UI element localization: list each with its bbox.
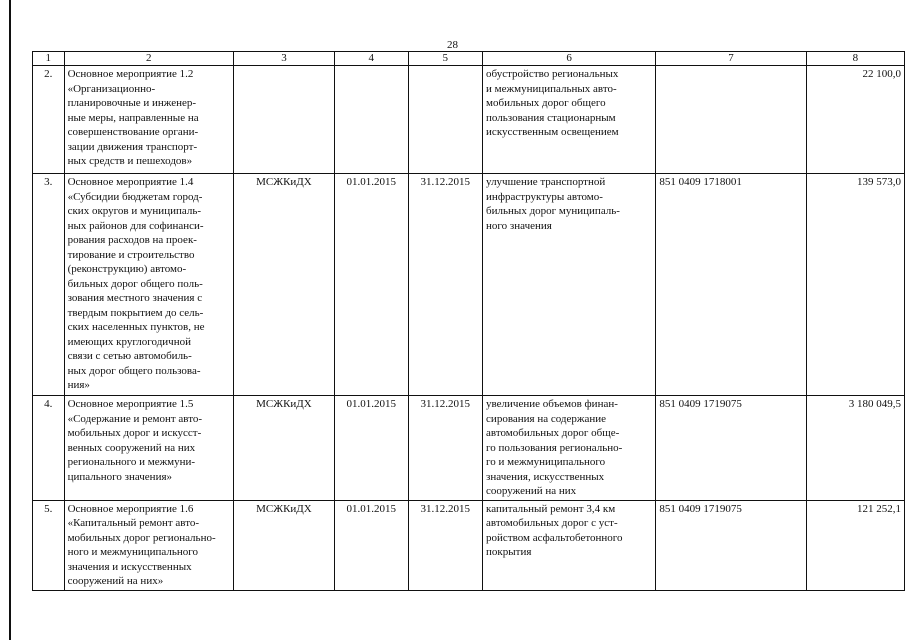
table-row (33, 396, 905, 501)
budget-code-cell: 851 0409 1719075 (656, 500, 806, 590)
col-header-7: 7 (656, 52, 806, 66)
expected-result-cell: капитальный ремонт 3,4 км автомобильных дорог с уст- ройством асфальтобетонного покрытия (483, 500, 656, 590)
program-table (32, 51, 905, 591)
executor-cell (233, 66, 334, 174)
executor-cell: МСЖКиДХ (233, 174, 334, 396)
start-date-cell: 01.01.2015 (334, 396, 408, 501)
col-header-3: 3 (233, 52, 334, 66)
expected-result-cell: увеличение объемов финан- сирования на содержание автомобильных дорог обще- го пользования регионально- го и межмуниципального значения, искусственных сооружений на них (483, 396, 656, 501)
measure-description: Основное мероприятие 1.6 «Капитальный ремонт авто- мобильных дорог регионально- ного и межмуниципального значения и искусственных сооружений на них» (64, 500, 233, 590)
end-date-cell: 31.12.2015 (408, 500, 483, 590)
budget-code-cell: 851 0409 1719075 (656, 396, 806, 501)
start-date-cell (334, 66, 408, 174)
row-number: 5. (33, 500, 65, 590)
table-row (33, 174, 905, 396)
col-header-2: 2 (64, 52, 233, 66)
col-header-5: 5 (408, 52, 483, 66)
measure-description: Основное мероприятие 1.2 «Организационно- планировочные и инженер- ные меры, направленные на совершенствование органи- зации движения транспорт- ных средств и пешеходов» (64, 66, 233, 174)
measure-description: Основное мероприятие 1.5 «Содержание и ремонт авто- мобильных дорог и искусст- венных сооружений на них регионального и межмуни- ципального значения» (64, 396, 233, 501)
executor-cell: МСЖКиДХ (233, 396, 334, 501)
budget-code-cell: 851 0409 1718001 (656, 174, 806, 396)
amount-cell: 3 180 049,5 (806, 396, 904, 501)
measure-description: Основное мероприятие 1.4 «Субсидии бюджетам город- ских округов и муниципаль- ных районов для софинанси- рования расходов на проек- тирование и строительство (реконструкцию) автомо- бильных дорог общего поль- зования местного значения с твердым покрытием до сель- ских населенных пунктов, не имеющих круглогодичной связи с сетью автомобиль- ных дорог общего пользова- ния» (64, 174, 233, 396)
end-date-cell: 31.12.2015 (408, 174, 483, 396)
col-header-4: 4 (334, 52, 408, 66)
col-header-6: 6 (483, 52, 656, 66)
row-number: 3. (33, 174, 65, 396)
scan-edge-line (9, 0, 11, 640)
row-number: 2. (33, 66, 65, 174)
end-date-cell: 31.12.2015 (408, 396, 483, 501)
amount-cell: 121 252,1 (806, 500, 904, 590)
executor-cell: МСЖКиДХ (233, 500, 334, 590)
start-date-cell: 01.01.2015 (334, 174, 408, 396)
table-row (33, 66, 905, 174)
col-header-1: 1 (33, 52, 65, 66)
table-row (33, 500, 905, 590)
page-number: 28 (447, 39, 458, 51)
amount-cell: 22 100,0 (806, 66, 904, 174)
col-header-8: 8 (806, 52, 904, 66)
row-number: 4. (33, 396, 65, 501)
amount-cell: 139 573,0 (806, 174, 904, 396)
budget-code-cell (656, 66, 806, 174)
expected-result-cell: обустройство региональных и межмуниципальных авто- мобильных дорог общего пользования стационарным искусственным освещением (483, 66, 656, 174)
start-date-cell: 01.01.2015 (334, 500, 408, 590)
header-row (33, 52, 905, 66)
end-date-cell (408, 66, 483, 174)
expected-result-cell: улучшение транспортной инфраструктуры автомо- бильных дорог муниципаль- ного значения (483, 174, 656, 396)
